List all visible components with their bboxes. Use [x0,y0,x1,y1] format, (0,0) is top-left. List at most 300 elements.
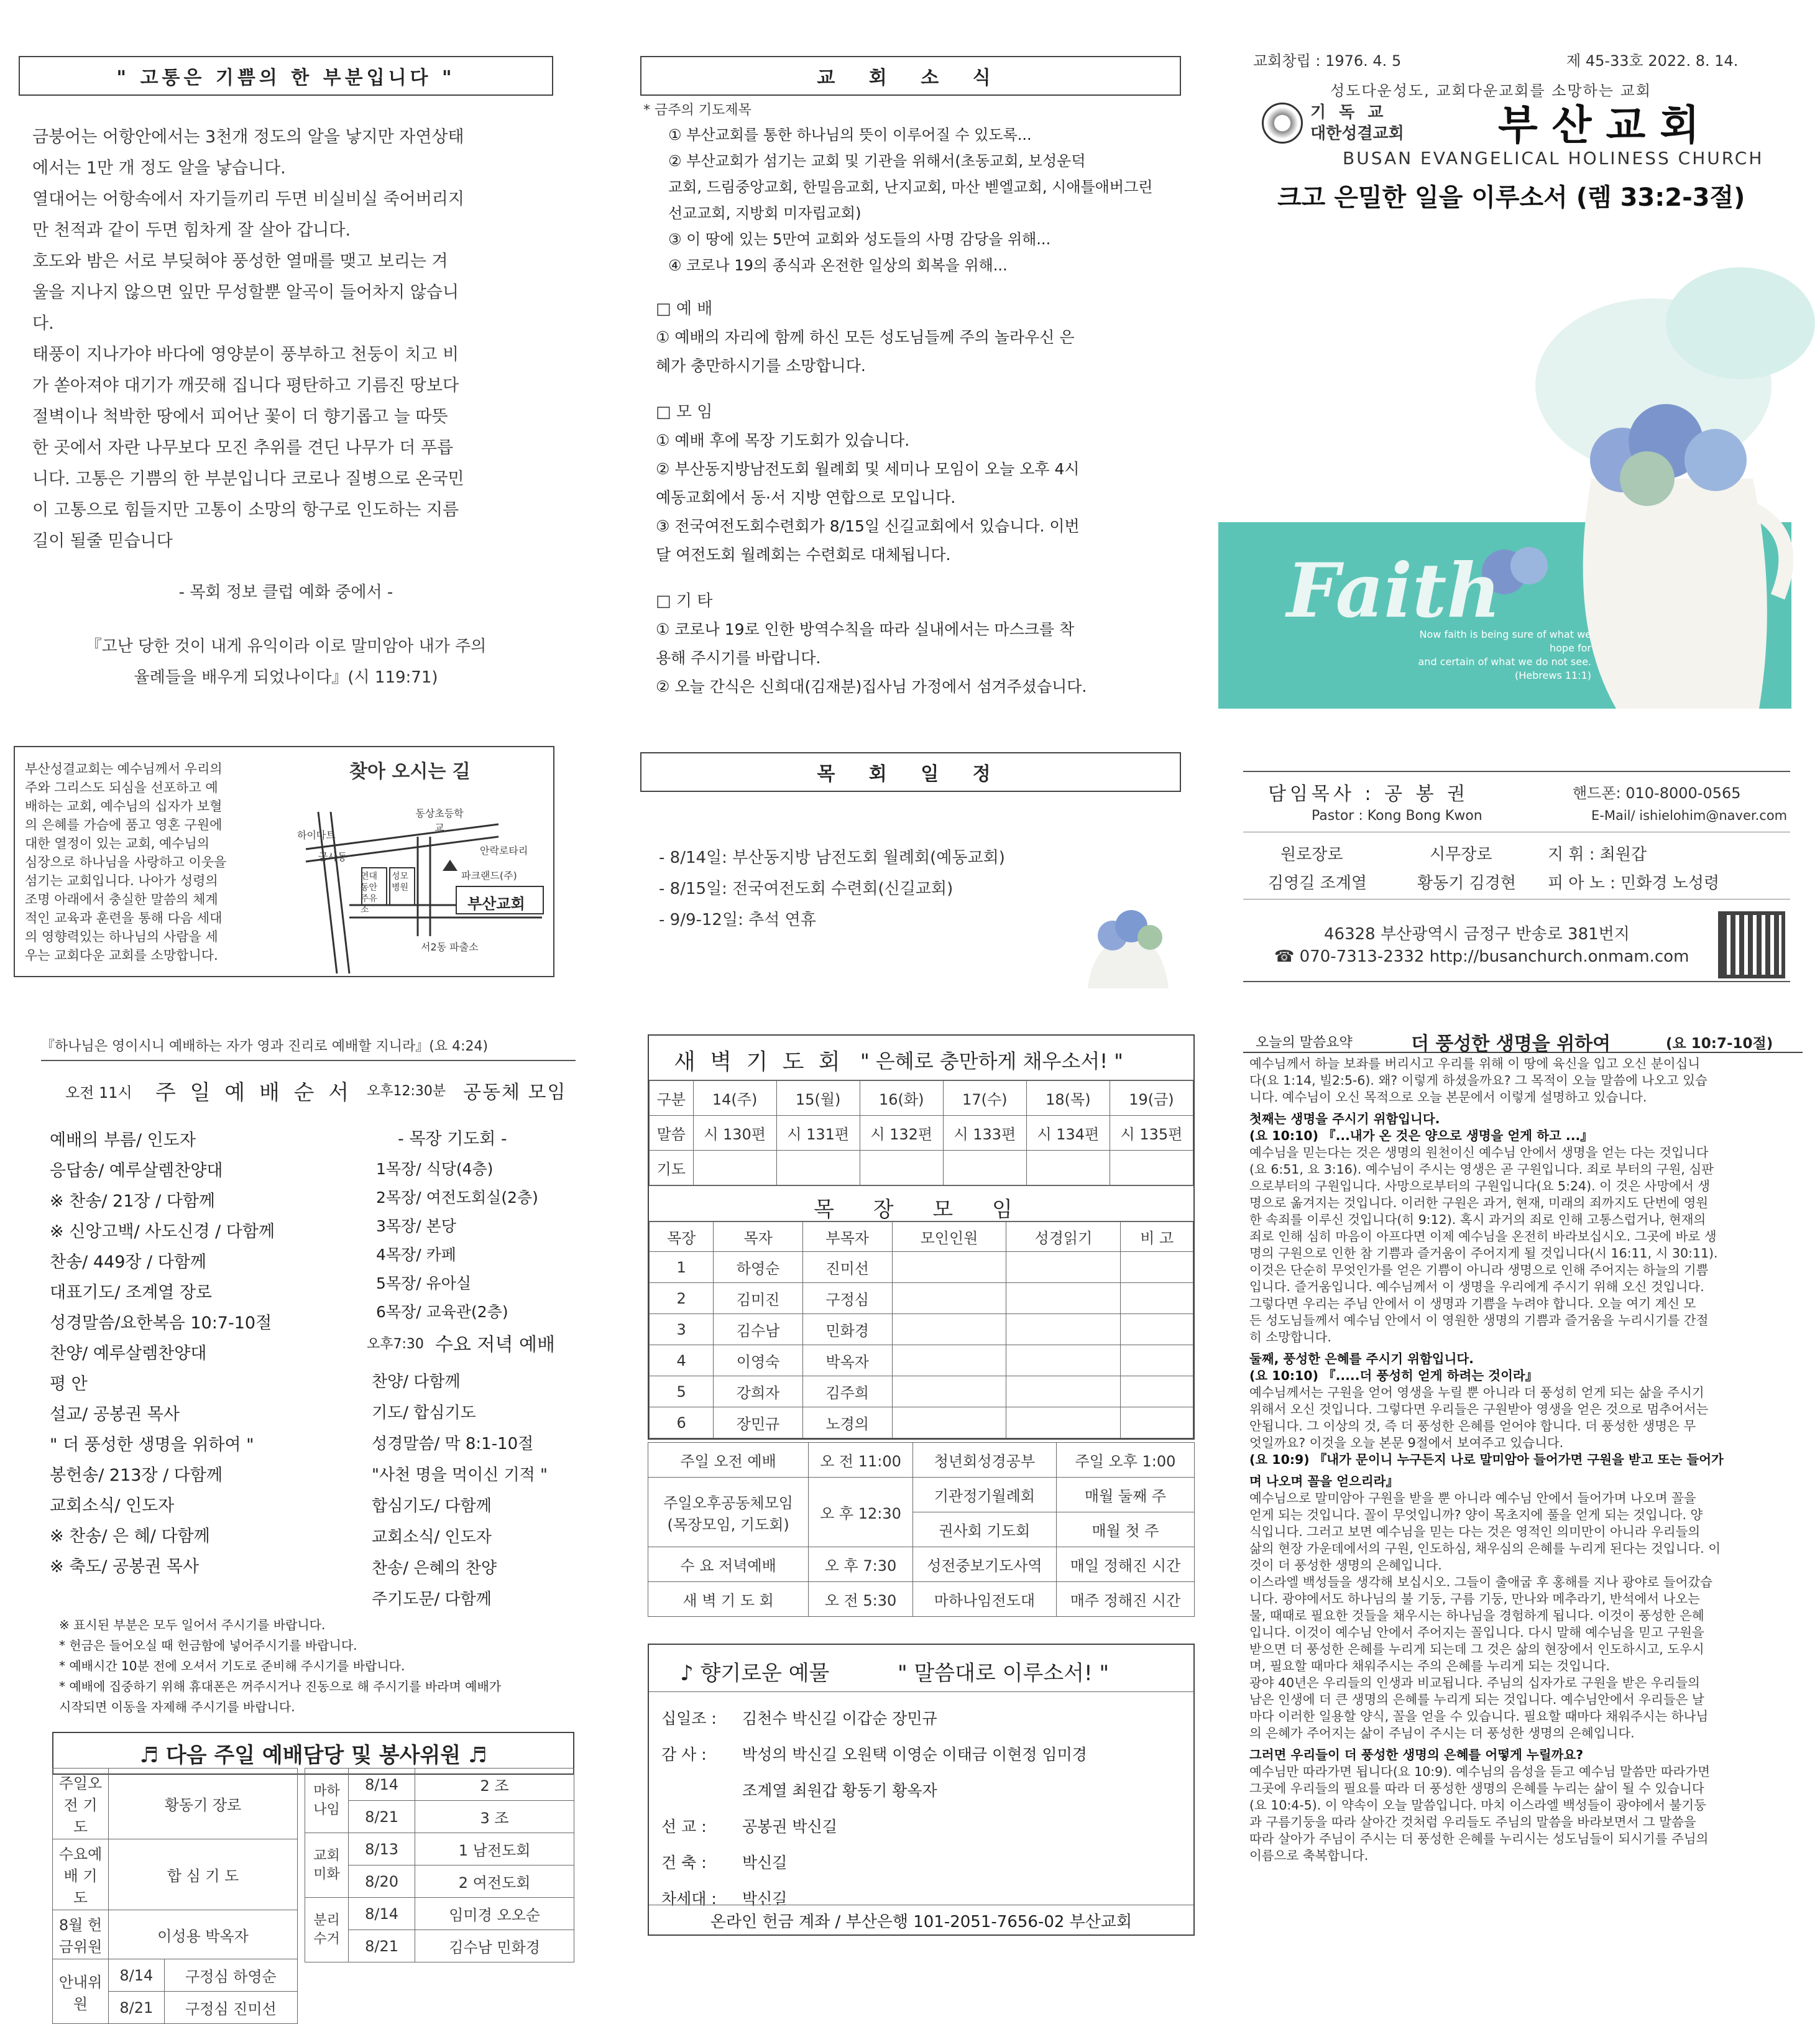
worship-item: ① 예배의 자리에 함께 하신 모든 성도님들께 주의 놀라우신 은 [656,328,1075,346]
cell-table-cell [1121,1407,1193,1438]
duty-team: 임미경 오오순 [415,1898,574,1930]
mission-line: 대한 열정이 있는 교회, 예수님의 [25,836,210,851]
sermon-header [1243,1028,1803,1053]
offering-subtitle: " 말씀대로 이루소서! " [898,1661,1110,1686]
dawn-day: 19(금) [1110,1081,1193,1116]
wed-order [372,1366,577,1615]
dawn-prayer-label: 기도 [650,1151,694,1185]
active-elder-names: 황동기 김경현 [1417,874,1516,893]
essay-body [32,122,554,557]
sermon-line: 한 속죄를 이루신 것입니다(히 9:12). 혹시 과거의 죄로 인해 고통스럽거나, 현재의 [1249,1212,1706,1227]
offering-row [661,1773,1193,1809]
denomination-line1: 기 독 교 [1310,103,1387,122]
map-title: 찾아 오시는 길 [349,761,471,783]
news-body [643,99,1184,701]
prayer-item: 선교교회, 지방회 미자립교회) [668,205,862,222]
mission-line: 섬기는 교회입니다. 나아가 성령의 [25,873,218,888]
service-note: 시작되면 이동을 자제해 주시기를 바랍니다. [59,1700,295,1714]
sermon-line: 입니다. 이것이 예수님 안에서 주어지는 꼴입니다. 다시 말해 예수님을 믿고 구원을 [1249,1625,1704,1640]
sermon-line: 안됩니다. 그 이상의 것, 즉 더 풍성한 은혜를 얻어야 합니다. 더 풍성한 생명은 무 [1249,1419,1696,1433]
meeting-item: 예동교회에서 동·서 지방 연합으로 모입니다. [656,489,956,507]
church-motto: 성도다운성도, 교회다운교회를 소망하는 교회 [1330,82,1652,99]
offering-category: 감 사 : [661,1746,707,1764]
cell-table-cell: 4 [650,1345,714,1376]
meeting-item: ③ 전국여전도회수련회가 8/15일 신길교회에서 있습니다. 이번 [656,517,1080,535]
schedule-cell: 매월 둘째 주 [1056,1478,1194,1512]
mission-line: 주와 그리스도 되심을 선포하고 예 [25,780,218,795]
sermon-line: 명의 구원으로 인한 참 기쁨과 즐거움이 주어지게 될 것입니다(시 16:11, 시 30:11). [1249,1246,1718,1261]
service-order-item: 예배의 부름/ 인도자 [50,1131,196,1150]
offering-category: 건 축 : [661,1854,707,1872]
sermon-line: 광야 40년은 우리들의 인생과 비교됩니다. 주님의 십자가로 구원을 받은 우리들의 [1249,1675,1700,1690]
service-order-item: 응답송/ 예루살렘찬양대 [50,1161,223,1180]
sermon-line: (요 6:51, 요 3:16). 예수님이 주시는 영생은 곧 구원입니다. 죄로 부터의 구원, 심판 [1249,1162,1714,1177]
sermon-line: 물, 때때로 필요한 것들을 채우시는 하나님을 경험하게 됩니다. 이것이 풍성한 은혜 [1249,1608,1704,1623]
cell-table-cell: 김주희 [802,1376,892,1407]
sermon-line: 예수님으로 말미암아 구원을 받을 뿐 아니라 예수님 안에서 들어가며 나오며 꼴을 [1249,1491,1696,1506]
cell-location: 3목장/ 본당 [376,1217,456,1235]
dawn-day: 16(화) [860,1081,943,1116]
sermon-label: 오늘의 말씀요약 [1256,1035,1353,1051]
service-order-item: 교회소식/ 인도자 [50,1496,175,1516]
dawn-day: 17(수) [943,1081,1026,1116]
essay-line: 한 곳에서 자란 나무보다 모진 추위를 견딘 나무가 더 푸릅 [32,438,454,458]
schedule-cell: 주일오후공동체모임 (목장모임, 기도회) [648,1478,809,1547]
sermon-line: 명으로 옮겨지는 것입니다. 이러한 구원은 과거, 현재, 미래의 죄까지도 단번에 영원 [1249,1195,1709,1210]
map-label: 파크랜드(주) [461,870,517,881]
etc-item: 용해 주시기를 바랍니다. [656,649,821,667]
sermon-line: 죄로 인해 심히 마음이 아프다면 이제 예수님을 온전히 바라보십시오. 그곳에 바로 생 [1249,1229,1717,1244]
cell-table-cell [1006,1407,1121,1438]
offering-names: 김천수 박신길 이갑순 장민규 [742,1709,937,1727]
essay-line: 금붕어는 어항안에서는 3천개 정도의 알을 낳지만 자연상태 [32,127,464,147]
sermon-line: 이스라엘 백성들을 생각해 보십시오. 그들이 출애굽 후 홍해를 지나 광야로 들어갔습 [1249,1575,1712,1589]
cell-table-header: 성경읽기 [1006,1222,1121,1252]
pianist: 피 아 노 : 민화경 노성령 [1548,874,1720,893]
mission-line: 부산성결교회는 예수님께서 우리의 [25,761,223,776]
map-label: 안락로타리 [480,845,528,857]
schedule-cell: 권사회 기도회 [912,1512,1056,1547]
sermon-line: 으로부터의 구원입니다. 사망으로부터의 구원입니다(요 5:24). 이 것은 사망에서 생 [1249,1179,1711,1194]
dawn-verse: 시 131편 [776,1116,860,1151]
service-order-item: 평 안 [50,1374,88,1394]
essay-line: 태풍이 지나가야 바다에 영양분이 풍부하고 천둥이 치고 비 [32,345,459,364]
duty-date: 8/20 [349,1865,415,1898]
mission-line: 의 은혜를 가슴에 품고 영혼 구원에 [25,817,223,832]
dawn-verse: 시 130편 [693,1116,776,1151]
church-logo-icon [1262,103,1303,144]
cell-table-cell [1006,1376,1121,1407]
schedule-cell: 수 요 저녁예배 [648,1547,809,1582]
sermon-line: 이것은 단순히 무엇인가를 얻은 기쁨이 아니라 생명으로 인해 주어지는 하늘의 기쁨 [1249,1263,1709,1277]
next-week-title: ♬ 다음 주일 예배담당 및 봉사위원 ♬ [52,1732,574,1775]
flower-pot-illustration [1082,895,1169,988]
dawn-prayer-cell [1026,1151,1110,1185]
cell-title: 목 장 모 임 [814,1197,1029,1222]
schedule-cell: 매주 정해진 시간 [1056,1582,1194,1617]
cell-table-cell [1006,1314,1121,1345]
pastor-phone: 핸드폰: 010-8000-0565 [1573,784,1741,802]
schedule-cell: 기관정기월례회 [912,1478,1056,1512]
dawn-prayer-cell [693,1151,776,1185]
cell-table-cell [892,1407,1006,1438]
offering-category: 선 교 : [661,1818,707,1836]
mission-line: 의 영향력있는 하나님의 사람을 세 [25,929,218,944]
cell-table-cell [892,1314,1006,1345]
cell-table-cell: 이영숙 [714,1345,803,1376]
service-order-item: 찬송/ 449장 / 다함께 [50,1253,206,1272]
essay-line: 절벽이나 척박한 땅에서 피어난 꽃이 더 향기롭고 늘 따뜻 [32,407,448,426]
news-title: 교 회 소 식 [640,56,1181,96]
service-time: 오전 11시 [65,1084,132,1102]
sermon-line: 얻게 되는 것입니다. 꼴이 무엇입니까? 양이 목초지에 풀을 얻게 되는 것입니다. 양 [1249,1507,1703,1522]
offering-names: 공봉권 박신길 [742,1818,837,1836]
duty-team: 1 남전도회 [415,1833,574,1865]
duty-date: 8/13 [349,1833,415,1865]
sermon-line: 며, 필요할 때마다 채워주시는 주의 은혜를 누리게 되는 것입니다. [1249,1658,1611,1673]
offering-category: 차세대 : [661,1890,717,1908]
etc-item: ② 오늘 간식은 신희대(김재분)집사님 가정에서 섬겨주셨습니다. [656,678,1087,696]
prayer-item: ① 부산교회를 통한 하나님의 뜻이 이루어질 수 있도록... [668,126,1032,144]
dawn-prayer-cell [943,1151,1026,1185]
sermon-line: 니다. 예수님이 오신 목적으로 오늘 본문에서 이렇게 설명하고 있습니다. [1249,1090,1647,1105]
cell-table-cell [1121,1252,1193,1283]
prayer-item: ② 부산교회가 섬기는 교회 및 기관을 위해서(초동교회, 보성운덕 [668,152,1086,170]
schedule-cell: 매월 첫 주 [1056,1512,1194,1547]
service-note: ※ 표시된 부분은 모두 일어서 주시기를 바랍니다. [59,1617,326,1632]
offering-names: 박성의 박신길 오원택 이영순 이태금 이현정 임미경 [742,1746,1087,1764]
duty-group: 마하나임 [305,1769,349,1833]
offering-names: 박신길 [742,1854,788,1872]
church-english-name: BUSAN EVANGELICAL HOLINESS CHURCH [1343,148,1764,168]
dawn-title: 새 벽 기 도 회 [674,1049,844,1075]
dawn-day: 14(주) [693,1081,776,1116]
sermon-line: 예수님을 믿는다는 것은 생명의 원천이신 예수님 안에서 생명을 얻는 다는 것입니다 [1249,1145,1709,1160]
duty-team: 3 조 [415,1801,574,1833]
sermon-heading: 그러면 우리들이 더 풍성한 생명의 은혜를 어떻게 누릴까요? [1249,1747,1584,1762]
cell-table-cell: 김미진 [714,1283,803,1314]
dawn-prayer-cell [776,1151,860,1185]
pastor-email: E-Mail/ ishielohim@naver.com [1591,808,1788,823]
dawn-day: 18(목) [1026,1081,1110,1116]
essay-line: 이 고통으로 힘들지만 고통이 소망의 항구로 인도하는 지름 [32,500,459,520]
service-order-item: 설교/ 공봉권 목사 [50,1405,180,1424]
guide-names: 구정심 하영순 [164,1959,297,1992]
cell-location: 2목장/ 여전도회실(2층) [376,1189,538,1207]
cell-table-cell: 장민규 [714,1407,803,1438]
sermon-heading: (요 10:10) 『.....더 풍성히 얻게 하려는 것이라』 [1249,1368,1538,1383]
map-label: 금사동 [318,851,347,863]
cell-prayer-list [376,1155,575,1327]
offering-row [661,1845,1193,1881]
offering-row [661,1701,1193,1737]
etc-item: ① 코로나 19로 인한 방역수칙을 따라 실내에서는 마스크를 착 [656,620,1075,638]
cell-table-cell: 1 [650,1252,714,1283]
sermon-line: 그렇다면 우리는 주님 안에서 이 생명과 기쁨을 누려야 합니다. 오늘 여기 계신 모 [1249,1296,1696,1311]
service-order-item: ※ 찬송/ 은 혜/ 다함께 [50,1527,210,1546]
worship-head: □ 예 배 [656,300,713,318]
cell-table-cell: 6 [650,1407,714,1438]
mission-line: 심장으로 하나님을 사랑하고 이웃을 [25,855,227,870]
cell-table-cell [1006,1345,1121,1376]
cell-table-cell: 구정심 [802,1283,892,1314]
issue-number: 제 45-33호 2022. 8. 14. [1566,52,1739,70]
mission-line: 배하는 교회, 예수님의 십자가 보혈 [25,799,223,814]
sermon-body [1249,1056,1796,1864]
duty-group: 교회미화 [305,1833,349,1898]
wed-order-item: 찬양/ 다함께 [372,1373,461,1391]
dawn-verse: 시 132편 [860,1116,943,1151]
sermon-line: 과 구름기둥을 따라 살아간 것처럼 우리들도 주님의 말씀을 바라보면서 그 말씀을 [1249,1815,1696,1829]
sermon-line: 엇일까요? 이것을 오늘 본문 9절에서 보여주고 있습니다. [1249,1435,1564,1450]
dawn-verse: 시 135편 [1110,1116,1193,1151]
meet-head: □ 모 임 [656,403,713,421]
wed-order-item: "사천 명을 먹이신 기적 " [372,1466,548,1484]
cell-table-cell: 박옥자 [802,1345,892,1376]
active-elder-label: 시무장로 [1430,845,1492,864]
duty-team: 김수남 민화경 [415,1930,574,1962]
wed-title: 수요 저녁 예배 [435,1334,555,1356]
service-order-item: ※ 신앙고백/ 사도신경 / 다함께 [50,1222,275,1241]
cell-table-cell [892,1252,1006,1283]
sermon-line: 마다 이러한 일용할 양식, 꼴을 얻을 수 있습니다. 필요할 때마다 채워주시는 하나님 [1249,1709,1709,1724]
founded-date: 교회창립 : 1976. 4. 5 [1253,52,1402,70]
cell-table [649,1221,1193,1438]
guide-names: 구정심 진미선 [164,1992,297,2024]
service-note: * 헌금은 들어오실 때 헌금함에 넣어주시기를 바랍니다. [59,1638,357,1653]
map-label: 성모병원 [392,872,409,893]
prayer-item: 교회, 드림중앙교회, 한밀음교회, 난지교회, 마산 벧엘교회, 시애틀애버그린 [668,178,1153,196]
elder-label: 원로장로 [1280,845,1343,864]
noon-title: 공동체 모임 [463,1082,567,1103]
cell-location: 1목장/ 식당(4층) [376,1160,494,1178]
sermon-line: 받으면 더 풍성한 은혜를 누리게 되는데 그 것은 삶의 현장에서 인도하시고, 도우시 [1249,1642,1704,1657]
church-name: 부 산 교 회 [1498,101,1699,149]
sermon-line: 히 소망합니다. [1249,1330,1331,1345]
cell-table-cell: 김수남 [714,1314,803,1345]
schedule-cell: 오 후 12:30 [809,1478,913,1547]
next-week-right-table [305,1768,574,1962]
duty-label: 주일오전 기도 [53,1769,109,1839]
cell-table-cell: 2 [650,1283,714,1314]
mission-map-box [14,746,554,977]
duty-label: 수요예배 기도 [53,1839,109,1910]
pastoral-item: - 8/15일: 전국여전도회 수련회(신길교회) [659,880,954,898]
service-notes [59,1615,575,1718]
cell-location: 5목장/ 유아실 [376,1274,472,1292]
cell-table-cell [892,1283,1006,1314]
essay-line: 열대어는 어항속에서 자기들끼리 두면 비실비실 죽어버리지 [32,190,464,209]
dawn-prayer-box [648,1034,1195,1440]
service-order-item: " 더 풍성한 생명을 위하여 " [50,1435,254,1455]
dawn-prayer-cell [1110,1151,1193,1185]
sermon-line: 위해서 오신 것입니다. 그렇다면 우리들은 구원받아 영생을 얻은 것으로 멈추어서는 [1249,1402,1709,1417]
essay-line: 니다. 고통은 기쁨의 한 부분입니다 코로나 질병으로 온국민 [32,469,464,489]
map-label: 하이마트 [297,829,336,841]
wed-order-item: 성경말씀/ 막 8:1-10절 [372,1435,534,1453]
offering-row [661,1737,1193,1773]
etc-head: □ 기 타 [656,592,713,610]
essay-line: 에서는 1만 개 정도 알을 낳습니다. [32,159,286,178]
dawn-day: 15(월) [776,1081,860,1116]
wed-order-item: 교회소식/ 인도자 [372,1528,492,1547]
guide-date: 8/21 [109,1992,165,2024]
theme-verse: 크고 은밀한 일을 이루소서 (렘 33:2-3절) [1277,183,1745,212]
sermon-line: 다(요 1:14, 빌2:5-6). 왜? 이렇게 하셨을까요? 그 목적이 오늘 말씀에 나오고 있습 [1249,1073,1707,1088]
schedule-cell: 주일 오후 1:00 [1056,1443,1194,1478]
service-order [50,1125,373,1582]
pastoral-item: - 8/14일: 부산동지방 남전도회 월례회(예동교회) [659,849,1005,867]
essay-line: 울을 지나지 않으면 잎만 무성할뿐 알곡이 들어차지 않습니 [32,283,459,302]
mission-statement [25,760,286,965]
sermon-line: 식입니다. 그러고 보면 예수님을 믿는 다는 것은 영적인 의미만이 아니라 우리들의 [1249,1524,1701,1539]
essay-line: 만 천적과 같이 두면 힘차게 잘 살아 갑니다. [32,221,351,240]
duty-group: 분리수거 [305,1898,349,1962]
faith-word: Faith [1287,547,1501,635]
cell-location: 6목장/ 교육관(2층) [376,1303,508,1321]
sermon-heading: (요 10:9) 『내가 문이니 누구든지 나로 말미암아 들어가면 구원을 받고 또는 들어가 [1249,1452,1724,1467]
offering-row [661,1809,1193,1845]
info-box [1243,771,1790,982]
essay-line: 길이 될줄 믿습니다 [32,531,173,551]
wed-time: 오후7:30 [367,1336,424,1352]
prayer-item: ④ 코로나 19의 종식과 온전한 일상의 회복을 위해... [668,257,1008,274]
dawn-table [649,1080,1193,1185]
meeting-item: ② 부산동지방남전도회 월례회 및 세미나 모임이 오늘 오후 4시 [656,460,1080,478]
cell-table-cell [1006,1252,1121,1283]
sermon-line: 든 성도님들께서 예수님 안에서 이 영원한 생명의 기쁨과 즐거움을 누리시기를 간절 [1249,1313,1709,1328]
cell-table-cell: 노경의 [802,1407,892,1438]
offering-account: 온라인 헌금 계좌 / 부산은행 101-2051-7656-02 부산교회 [649,1905,1193,1936]
schedule-cell: 오 전 11:00 [809,1443,913,1478]
qr-code-icon [1722,915,1781,975]
mission-line: 적인 교육과 훈련을 통해 다음 세대 [25,911,223,926]
cell-table-cell [1006,1283,1121,1314]
cell-location: 4목장/ 카페 [376,1246,456,1264]
pastor-name: 담임목사 : 공 봉 권 [1268,783,1469,805]
essay-verse: 『고난 당한 것이 내게 유익이라 이로 말미암아 내가 주의 율례들을 배우게 되었나이다』(시 119:71) [85,637,487,687]
denomination-line2: 대한성결교회 [1310,124,1404,143]
prayer-item: ③ 이 땅에 있는 5만여 교회와 성도들의 사명 감당을 위해... [668,231,1051,248]
cell-table-cell [892,1376,1006,1407]
sermon-line: 예수님만 따라가면 됩니다(요 10:9). 예수님의 음성을 듣고 예수님 말씀만 따라가면 [1249,1764,1711,1779]
schedule-cell: 오 후 7:30 [809,1547,913,1582]
cell-table-cell: 진미선 [802,1252,892,1283]
cell-table-header: 모인인원 [892,1222,1006,1252]
essay-source: - 목회 정보 클럽 예화 중에서 - [178,583,393,602]
pastoral-item: - 9/9-12일: 추석 연휴 [659,911,816,929]
guide-label: 안내위원 [53,1959,109,2024]
schedule-cell: 오 전 5:30 [809,1582,913,1617]
guide-date: 8/14 [109,1959,165,1992]
sermon-line: 입니다. 즐거움입니다. 예수님께서 이 생명을 우리에게 주시기 위해 오신 것입니다. [1249,1279,1704,1294]
schedule-cell: 청년회성경공부 [912,1443,1056,1478]
elder-names: 김영길 조계열 [1268,874,1367,893]
sermon-line: 삶의 현장 가운데에서의 구원, 인도하심, 채우심의 은혜를 누리게 된다는 것입니다. 이 [1249,1541,1721,1556]
sermon-ref: (요 10:7-10절) [1666,1036,1773,1052]
dawn-prayer-cell [860,1151,943,1185]
schedule-cell: 새 벽 기 도 회 [648,1582,809,1617]
sermon-heading: 첫째는 생명을 주시기 위함입니다. [1249,1111,1440,1126]
cell-table-header: 목장 [650,1222,714,1252]
meeting-item: ① 예배 후에 목장 기도회가 있습니다. [656,431,910,449]
service-order-item: ※ 축도/ 공봉권 목사 [50,1557,200,1576]
faith-verse: Now faith is being sure of what we hope for and certain of what we do not see. (Hebrews 11:1) [1418,628,1591,681]
pastoral-list [659,842,1094,936]
cell-table-cell [1121,1314,1193,1345]
sermon-line: 것이 더 풍성한 생명의 은혜입니다. [1249,1558,1442,1573]
sermon-line: 예수님께서는 구원을 얻어 영생을 누릴 뿐 아니라 더 풍성히 얻게 되는 삶을 주시기 [1249,1385,1704,1400]
mission-line: 우는 교회다운 교회를 소망합니다. [25,948,218,963]
pastor-english: Pastor : Kong Bong Kwon [1312,808,1482,824]
dawn-subtitle: " 은혜로 충만하게 채우소서! " [860,1049,1123,1073]
service-title: 주 일 예 배 순 서 [155,1080,353,1105]
duty-label: 8월 헌금위원 [53,1910,109,1959]
pastoral-title: 목 회 일 정 [640,752,1181,792]
cell-table-cell: 3 [650,1314,714,1345]
schedule-table [648,1442,1195,1617]
duty-date: 8/14 [349,1898,415,1930]
offering-category: 십일조 : [661,1709,717,1727]
map-label: 동상초등학교 [415,807,464,834]
service-order-item: 대표기도/ 조계열 장로 [50,1283,212,1302]
cell-table-cell [1121,1283,1193,1314]
service-order-item: 봉헌송/ 213장 / 다함께 [50,1466,223,1485]
meeting-item: 달 여전도회 월례회는 수련회로 대체됩니다. [656,546,951,564]
offering-names: 조계열 최원갑 황동기 황옥자 [742,1782,937,1800]
sermon-line: 예수님께서 하늘 보좌를 버리시고 우리를 위해 이 땅에 육신을 입고 오신 분이십니 [1249,1056,1701,1071]
essay-line: 가 쏟아져야 대기가 깨끗해 집니다 평탄하고 기름진 땅보다 [32,376,459,395]
duty-date: 8/21 [349,1930,415,1962]
offering-title: ♪ 향기로운 예물 [680,1661,830,1686]
cell-table-header: 목자 [714,1222,803,1252]
offering-names: 박신길 [742,1890,788,1908]
sermon-line: (요 10:4-5). 이 약속이 오늘 말씀입니다. 마치 이스라엘 백성들이 광야에서 불기둥 [1249,1798,1706,1813]
dawn-verse: 말씀 [650,1116,694,1151]
sermon-line: 남은 인생에 더 큰 생명의 은혜를 누리게 되는 것입니다. 예수님안에서 우리들은 날 [1249,1692,1704,1707]
cell-table-header: 비 고 [1121,1222,1193,1252]
next-week-left-table [52,1768,298,2024]
dawn-verse: 시 133편 [943,1116,1026,1151]
sermon-heading: 며 나오며 꼴을 얻으리라』 [1249,1474,1399,1489]
church-map [293,750,551,973]
wed-order-item: 찬송/ 은혜의 찬양 [372,1559,497,1578]
church-contact: ☎ 070-7313-2332 http://busanchurch.onmam.com [1274,947,1689,966]
service-order-item: 찬양/ 예루살렘찬양대 [50,1344,207,1363]
essay-line: 다. [32,314,54,333]
schedule-cell: 주일 오전 예배 [648,1443,809,1478]
sermon-heading: 둘째, 풍성한 은혜를 주시기 위함입니다. [1249,1351,1474,1366]
cell-table-cell [1121,1345,1193,1376]
sermon-line: 이름으로 축복합니다. [1249,1848,1369,1863]
cell-table-cell: 5 [650,1376,714,1407]
cover-illustration [1218,274,1791,709]
cell-table-cell [1121,1376,1193,1407]
duty-team: 2 여전도회 [415,1865,574,1898]
essay-title: " 고통은 기쁨의 한 부분입니다 " [19,56,553,96]
duty-team: 2 조 [415,1769,574,1801]
cell-prayer-head: - 목장 기도회 - [398,1129,507,1149]
noon-time: 오후12:30분 [367,1083,446,1099]
sermon-line: 니다. 광야에서도 하나님의 불 기둥, 구름 기둥, 만나와 메추라기, 반석에서 나오는 [1249,1591,1700,1606]
map-church-label: 부산교회 [467,895,525,913]
sermon-line: 의 은혜가 주어지는 삶이 주님이 주시는 더 풍성한 생명의 은혜입니다. [1249,1726,1635,1741]
duty-value: 합 심 기 도 [109,1839,298,1910]
duty-value: 황동기 장로 [109,1769,298,1839]
service-verse: 『하나님은 영이시니 예배하는 자가 영과 진리로 예배할 지니라』(요 4:24) [41,1036,576,1061]
service-order-item: 성경말씀/요한복음 10:7-10절 [50,1313,272,1333]
service-order-item: ※ 찬송/ 21장 / 다함께 [50,1192,215,1211]
